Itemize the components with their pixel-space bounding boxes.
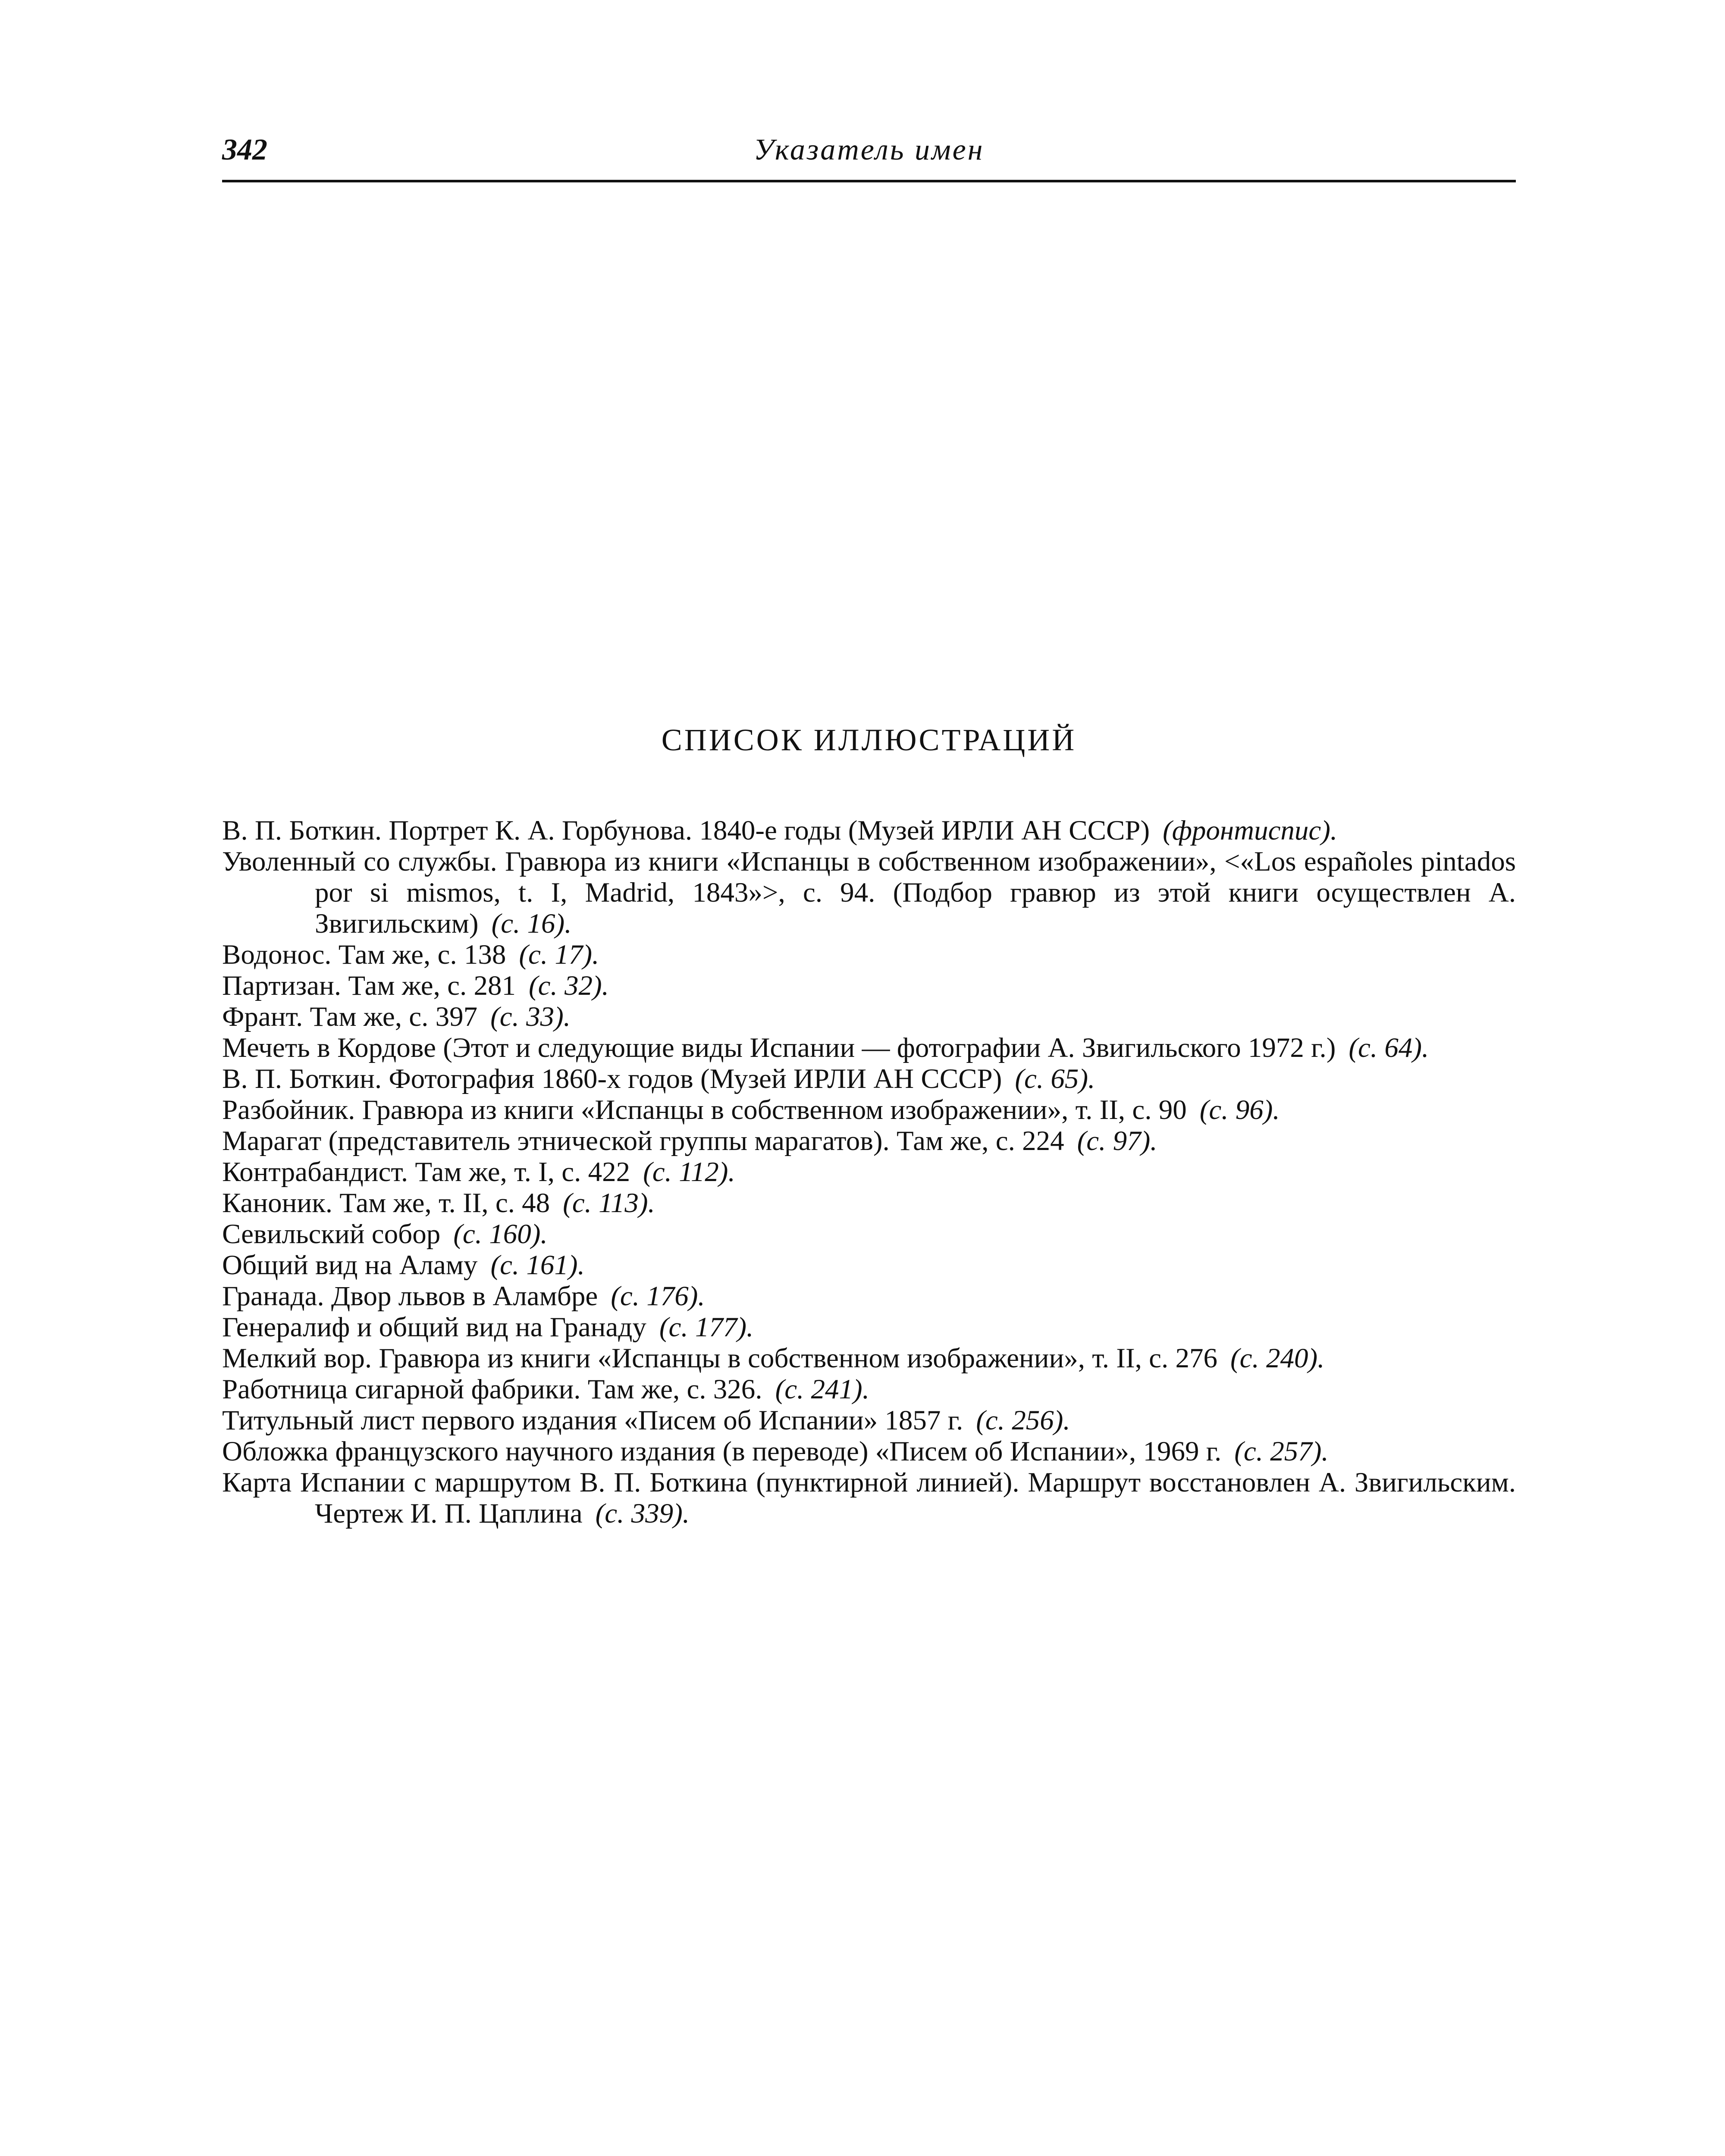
list-item bbox=[222, 1343, 1516, 1374]
page-ref: (с. 17). bbox=[519, 939, 599, 970]
page-ref: (с. 33). bbox=[490, 1001, 571, 1032]
entry-text: В. П. Боткин. Фотография 1860-х годов (Музей ИРЛИ АН СССР) bbox=[222, 1063, 1002, 1094]
list-item bbox=[222, 1188, 1516, 1219]
entry-text: Марагат (представитель этнической группы марагатов). Там же, с. 224 bbox=[222, 1125, 1064, 1156]
entry-text: Титульный лист первого издания «Писем об Испании» 1857 г. bbox=[222, 1405, 963, 1436]
entry-text: Генералиф и общий вид на Гранаду bbox=[222, 1312, 646, 1343]
page-ref: (с. 64). bbox=[1349, 1032, 1429, 1063]
list-item bbox=[222, 1032, 1516, 1063]
list-item bbox=[222, 1125, 1516, 1156]
list-item bbox=[222, 1405, 1516, 1436]
list-item bbox=[222, 1374, 1516, 1405]
list-item bbox=[222, 970, 1516, 1001]
entry-text: Водонос. Там же, с. 138 bbox=[222, 939, 506, 970]
entry-text: Разбойник. Гравюра из книги «Испанцы в собственном изображении», т. II, с. 90 bbox=[222, 1094, 1187, 1125]
entry-text: Общий вид на Аламу bbox=[222, 1250, 478, 1281]
running-title: Указатель имен bbox=[753, 133, 985, 166]
entry-text: Партизан. Там же, с. 281 bbox=[222, 970, 516, 1001]
page-ref: (с. 65). bbox=[1015, 1063, 1095, 1094]
page-number: 342 bbox=[222, 133, 267, 166]
running-head bbox=[222, 129, 1516, 168]
page-ref: (с. 176). bbox=[611, 1281, 705, 1312]
page-ref: (с. 32). bbox=[529, 970, 609, 1001]
list-item bbox=[222, 1094, 1516, 1125]
list-item bbox=[222, 1250, 1516, 1281]
entry-text: Севильский собор bbox=[222, 1219, 441, 1250]
list-item bbox=[222, 1156, 1516, 1188]
page-ref: (с. 113). bbox=[563, 1188, 655, 1219]
page-ref: (с. 96). bbox=[1199, 1094, 1280, 1125]
entry-text: Гранада. Двор львов в Аламбре bbox=[222, 1281, 598, 1312]
entry-text: Мечеть в Кордове (Этот и следующие виды Испании — фотографии А. Звигильского 1972 г.) bbox=[222, 1032, 1336, 1063]
entry-text: Франт. Там же, с. 397 bbox=[222, 1001, 478, 1032]
list-item bbox=[222, 1001, 1516, 1032]
entry-text: Карта Испании с маршрутом В. П. Боткина (пунктирной линией). Маршрут восстановлен А. Звигильским. Чертеж И. П. Цаплина bbox=[222, 1467, 1516, 1529]
entry-text: Уволенный со службы. Гравюра из книги «Испанцы в собственном изображении», <«Los españoles pintados por si mismos, t. I, Madrid, 1843»>, с. 94. (Подбор гравюр из этой книги осуществлен А. Звигильским) bbox=[222, 846, 1516, 939]
page-ref: (с. 112). bbox=[643, 1156, 735, 1188]
page-ref: (с. 256). bbox=[976, 1405, 1070, 1436]
entry-text: В. П. Боткин. Портрет К. А. Горбунова. 1840-е годы (Музей ИРЛИ АН СССР) bbox=[222, 815, 1150, 846]
entry-text: Каноник. Там же, т. II, с. 48 bbox=[222, 1188, 550, 1219]
list-item bbox=[222, 1436, 1516, 1467]
page-ref: (с. 241). bbox=[775, 1374, 869, 1405]
entry-text: Контрабандист. Там же, т. I, с. 422 bbox=[222, 1156, 630, 1188]
list-item bbox=[222, 1281, 1516, 1312]
illustrations-list bbox=[222, 815, 1516, 1529]
entry-text: Работница сигарной фабрики. Там же, с. 326. bbox=[222, 1374, 762, 1405]
page-ref: (фронтиспис). bbox=[1163, 815, 1338, 846]
entry-text: Мелкий вор. Гравюра из книги «Испанцы в собственном изображении», т. II, с. 276 bbox=[222, 1343, 1217, 1374]
list-item bbox=[222, 1312, 1516, 1343]
header-rule bbox=[222, 180, 1516, 182]
page-ref: (с. 177). bbox=[659, 1312, 754, 1343]
entry-text: Обложка французского научного издания (в переводе) «Писем об Испании», 1969 г. bbox=[222, 1436, 1222, 1467]
list-item bbox=[222, 846, 1516, 939]
page-ref: (с. 97). bbox=[1077, 1125, 1157, 1156]
page-ref: (с. 160). bbox=[453, 1219, 548, 1250]
page-ref: (с. 339). bbox=[595, 1498, 690, 1529]
list-item bbox=[222, 939, 1516, 970]
list-item bbox=[222, 1467, 1516, 1529]
page-ref: (с. 16). bbox=[491, 908, 572, 939]
page-ref: (с. 240). bbox=[1230, 1343, 1325, 1374]
page-ref: (с. 161). bbox=[490, 1250, 585, 1281]
list-item bbox=[222, 1063, 1516, 1094]
list-item bbox=[222, 1219, 1516, 1250]
list-item bbox=[222, 815, 1516, 846]
section-title: СПИСОК ИЛЛЮСТРАЦИЙ bbox=[661, 723, 1077, 757]
page-ref: (с. 257). bbox=[1234, 1436, 1329, 1467]
